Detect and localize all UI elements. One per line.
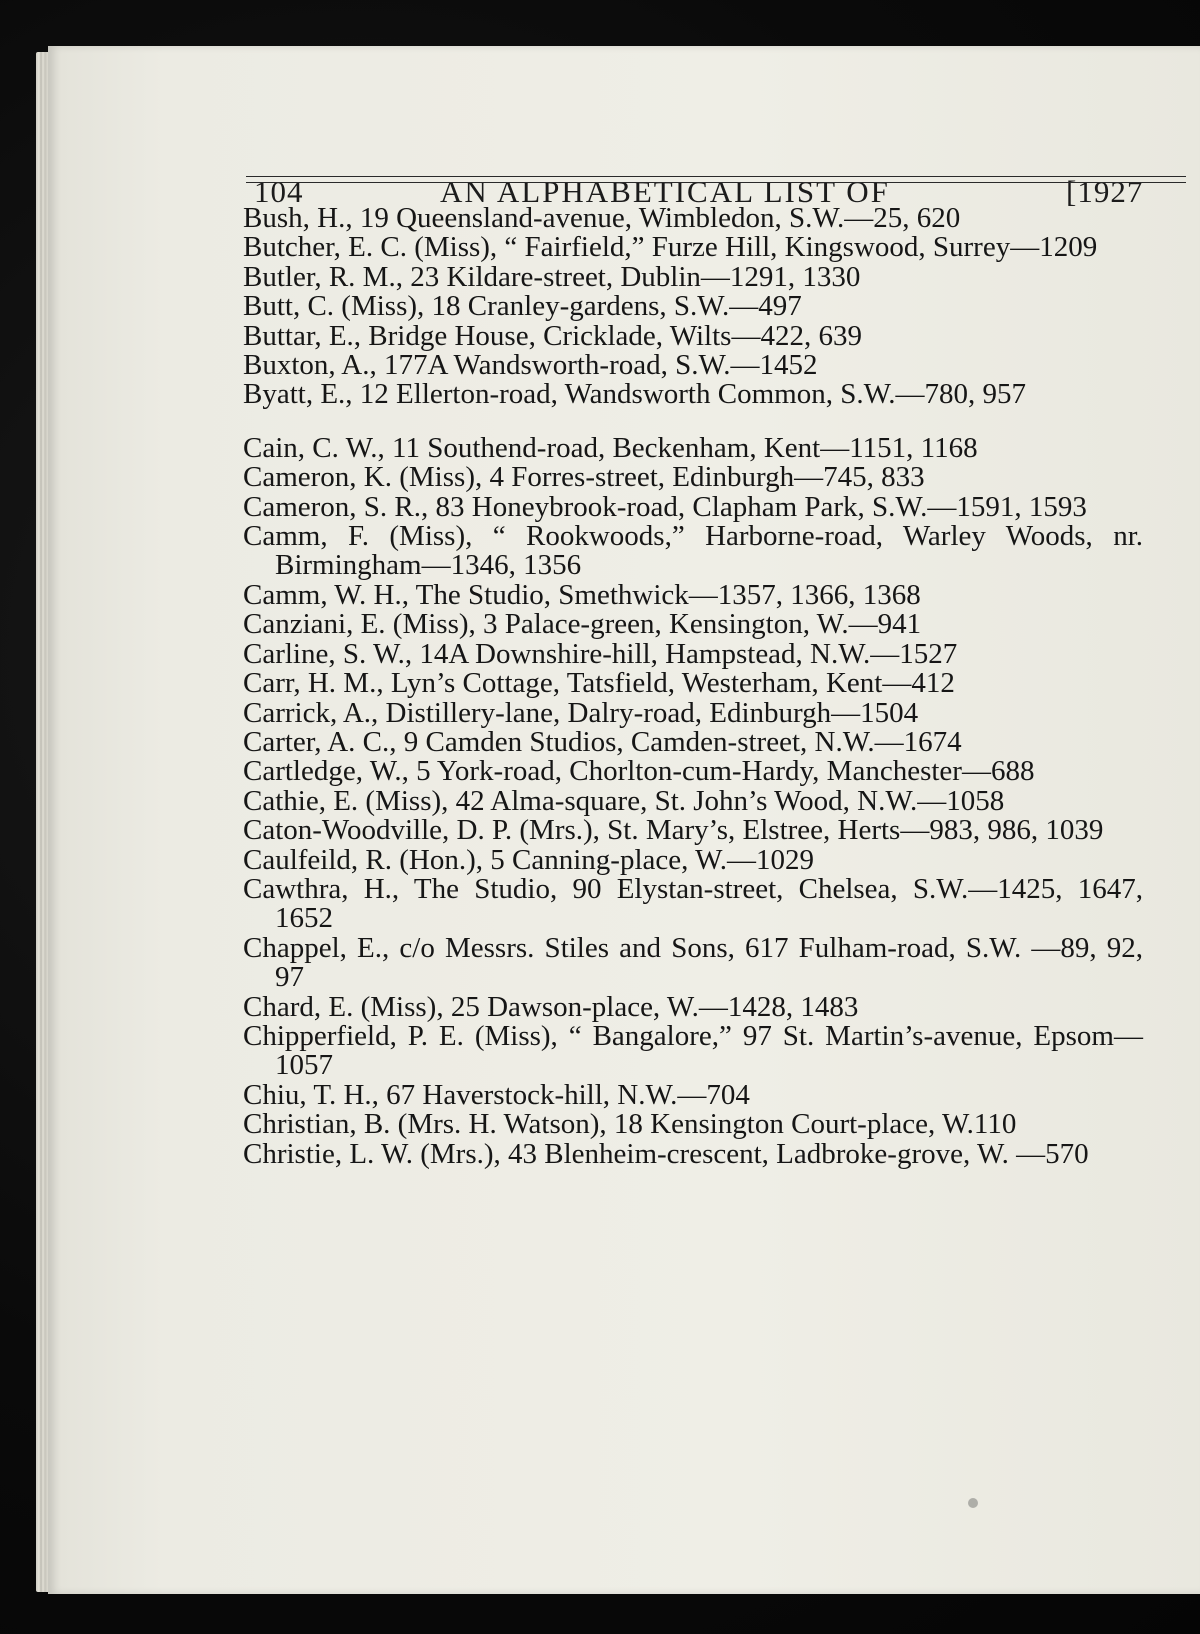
list-entry: Camm, F. (Miss), “ Rookwoods,” Harborne-road, Warley Woods, nr. Birmingham—1346, 1356 bbox=[243, 520, 1143, 582]
list-entry: Carr, H. M., Lyn’s Cottage, Tatsfield, Westerham, Kent—412 bbox=[243, 667, 955, 700]
list-entry: Cain, C. W., 11 Southend-road, Beckenham, Kent—1151, 1168 bbox=[243, 431, 978, 464]
list-entry: Christie, L. W. (Mrs.), 43 Blenheim-crescent, Ladbroke-grove, W. —570 bbox=[243, 1137, 1089, 1170]
list-entry: Cathie, E. (Miss), 42 Alma-square, St. John’s Wood, N.W.—1058 bbox=[243, 784, 1005, 817]
list-entry: Cartledge, W., 5 York-road, Chorlton-cum-Hardy, Manchester—688 bbox=[243, 755, 1035, 788]
book-page bbox=[48, 46, 1200, 1594]
list-entry: Camm, W. H., The Studio, Smethwick—1357, 1366, 1368 bbox=[243, 578, 921, 611]
list-entry: Cameron, K. (Miss), 4 Forres-street, Edinburgh—745, 833 bbox=[243, 461, 925, 494]
running-title: AN ALPHABETICAL LIST OF bbox=[440, 174, 890, 209]
list-entry: Carrick, A., Distillery-lane, Dalry-road, Edinburgh—1504 bbox=[243, 696, 919, 729]
list-entry: Cawthra, H., The Studio, 90 Elystan-street, Chelsea, S.W.—1425, 1647, 1652 bbox=[243, 872, 1143, 935]
list-entry: Chipperfield, P. E. (Miss), “ Bangalore,” 97 St. Martin’s-avenue, Epsom—1057 bbox=[243, 1019, 1143, 1082]
page-header bbox=[48, 136, 1200, 209]
header-rule-bottom bbox=[246, 182, 1186, 183]
list-entry: Christian, B. (Mrs. H. Watson), 18 Kensington Court-place, W.110 bbox=[243, 1108, 1017, 1141]
list-entry: Caulfeild, R. (Hon.), 5 Canning-place, W.—1029 bbox=[243, 843, 815, 876]
list-entry: Carline, S. W., 14A Downshire-hill, Hampstead, N.W.—1527 bbox=[243, 637, 958, 670]
list-entry: Butcher, E. C. (Miss), “ Fairfield,” Furze Hill, Kingswood, Surrey—1209 bbox=[243, 231, 1098, 264]
header-rule-top bbox=[246, 176, 1186, 177]
list-entry: Buxton, A., 177A Wandsworth-road, S.W.—1452 bbox=[243, 349, 818, 382]
list-entry: Chiu, T. H., 67 Haverstock-hill, N.W.—704 bbox=[243, 1078, 750, 1111]
list-entry: Canziani, E. (Miss), 3 Palace-green, Kensington, W.—941 bbox=[243, 608, 922, 641]
list-entry: Butler, R. M., 23 Kildare-street, Dublin—1291, 1330 bbox=[243, 260, 861, 293]
list-entry: Buttar, E., Bridge House, Cricklade, Wilts—422, 639 bbox=[243, 319, 862, 352]
list-entry: Carter, A. C., 9 Camden Studios, Camden-street, N.W.—1674 bbox=[243, 725, 962, 758]
list-entry: Bush, H., 19 Queensland-avenue, Wimbledon, S.W.—25, 620 bbox=[243, 202, 961, 234]
ink-smudge bbox=[968, 1498, 978, 1508]
list-entry: Byatt, E., 12 Ellerton-road, Wandsworth Common, S.W.—780, 957 bbox=[243, 378, 1027, 411]
list-entry: Cameron, S. R., 83 Honeybrook-road, Clapham Park, S.W.—1591, 1593 bbox=[243, 490, 1087, 523]
list-entry: Butt, C. (Miss), 18 Cranley-gardens, S.W.—497 bbox=[243, 290, 802, 323]
year-mark: [1927 bbox=[1066, 174, 1144, 209]
list-entry: Chard, E. (Miss), 25 Dawson-place, W.—1428, 1483 bbox=[243, 990, 859, 1023]
entry-list bbox=[243, 204, 1143, 1169]
list-entry: Caton-Woodville, D. P. (Mrs.), St. Mary’s, Elstree, Herts—983, 986, 1039 bbox=[243, 814, 1104, 847]
list-entry: Chappel, E., c/o Messrs. Stiles and Sons, 617 Fulham-road, S.W. —89, 92, 97 bbox=[243, 931, 1143, 994]
page-number: 104 bbox=[254, 174, 304, 209]
